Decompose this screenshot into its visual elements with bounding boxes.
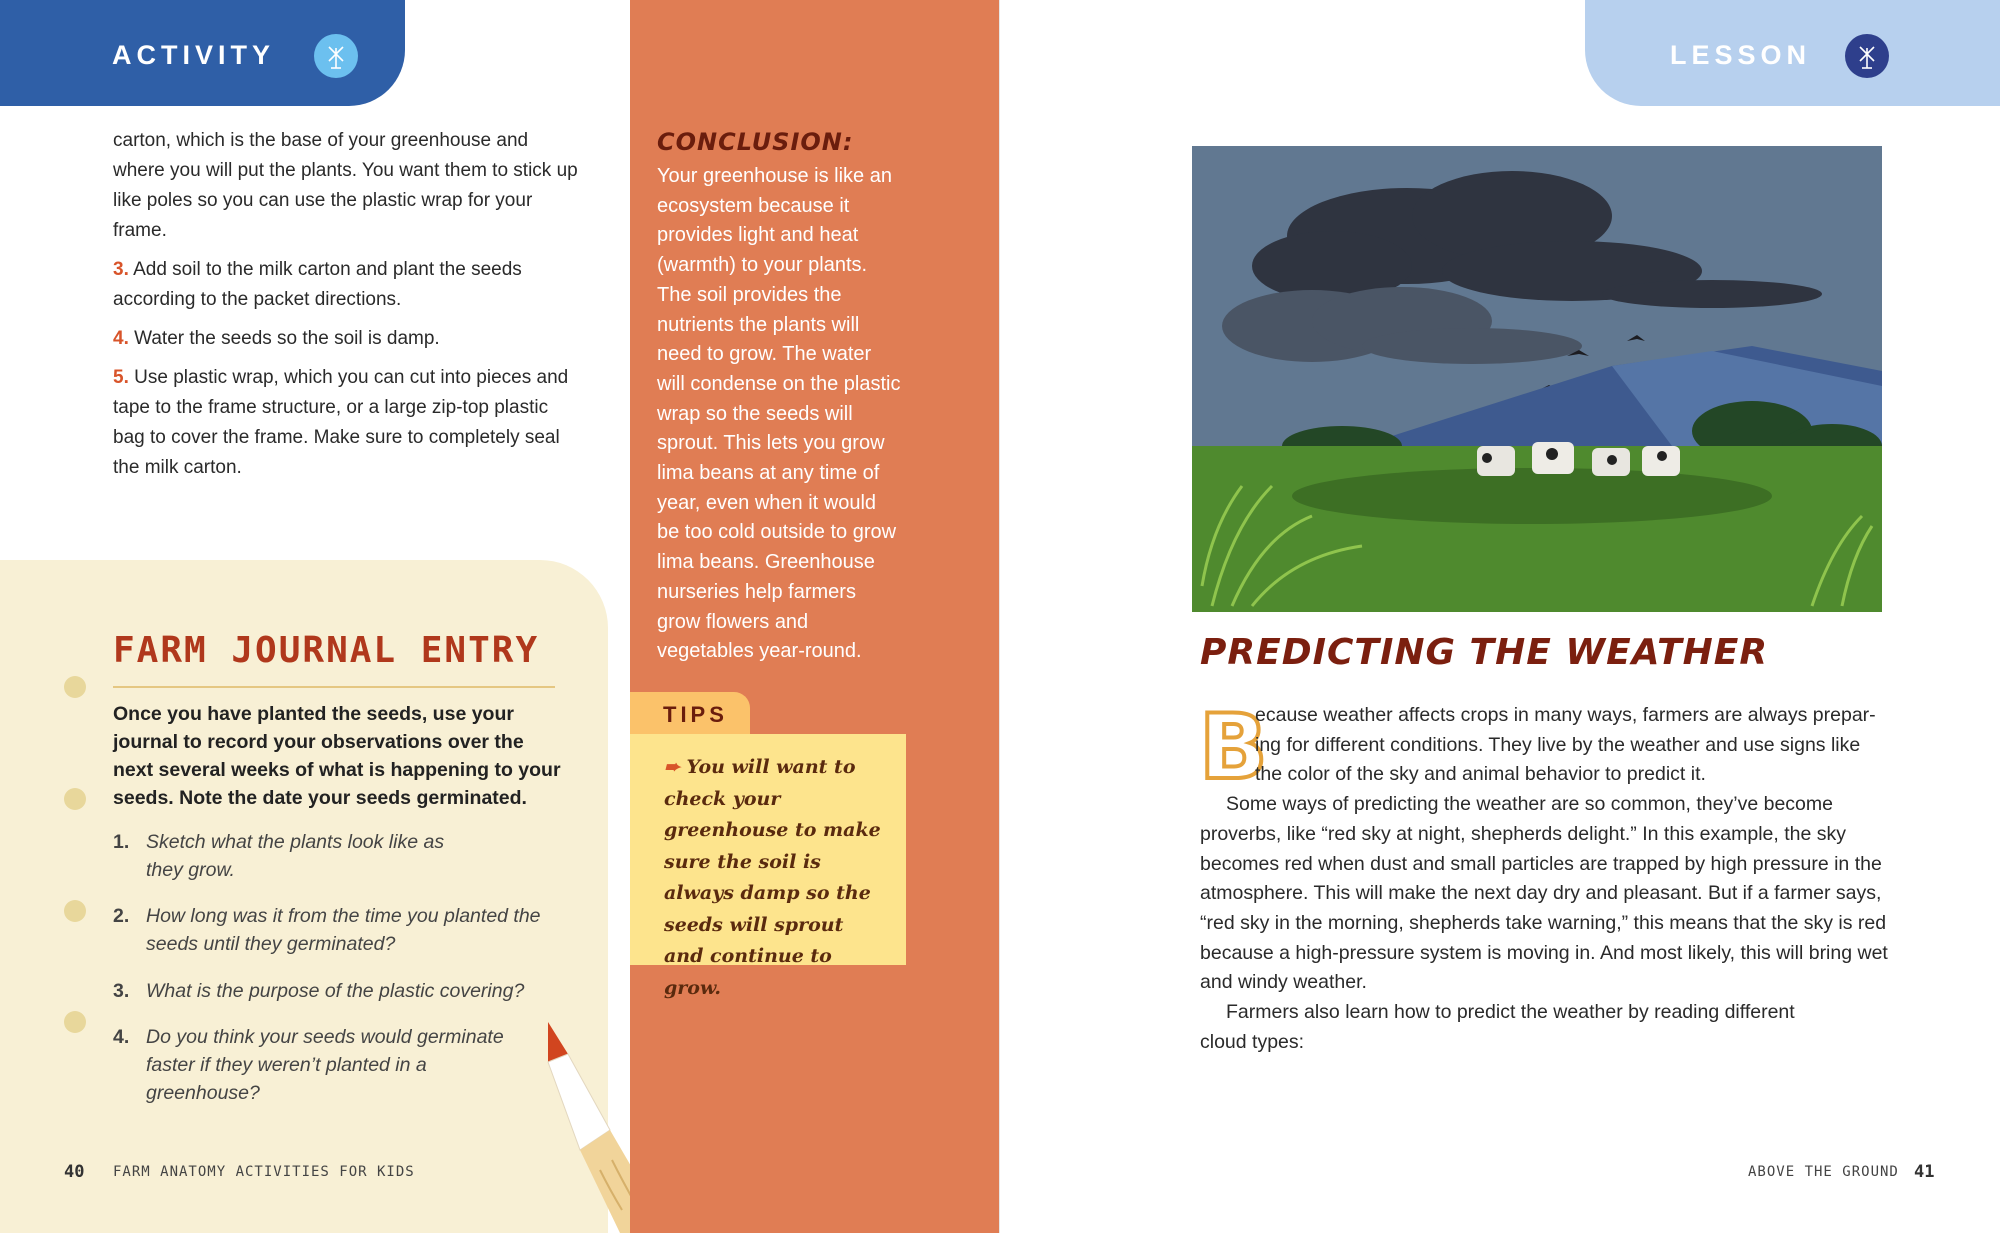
journal-question: 2. How long was it from the time you planted the seeds until they germinated? — [113, 905, 541, 955]
activity-tab — [0, 0, 405, 106]
tips-tab — [630, 692, 750, 736]
lesson-body — [1200, 701, 1890, 1057]
step-item: 4. Water the seeds so the soil is damp. — [113, 328, 440, 349]
journal-question: 1. Sketch what the plants look like as they grow. — [113, 831, 445, 881]
lesson-paragraph: Farmers also learn how to predict the weather by reading different cloud types: — [1200, 1001, 1795, 1053]
svg-text:B: B — [1199, 695, 1268, 800]
lesson-paragraph: ecause weather affects crops in many ways, farmers are always preparing for different conditions. They live by the weather and use signs like the color of the sky and animal behavior to predict it. — [1255, 704, 1876, 786]
windmill-icon — [314, 34, 358, 78]
journal-intro: Once you have planted the seeds, use your journal to record your observations over the next several weeks of what is happening to your seeds. Note the date your seeds germinated. — [113, 703, 561, 809]
journal-question: 3. What is the purpose of the plastic covering? — [113, 980, 525, 1002]
arrow-right-icon: ➨ — [664, 756, 680, 778]
running-title-right: ABOVE THE GROUND — [1748, 1164, 1899, 1180]
step-continuation: carton, which is the base of your greenhouse and where you will put the plants. You want them to stick up like poles so you can use the plastic wrap for your frame. — [113, 130, 578, 241]
journal-question: 4. Do you think your seeds would germinate faster if they weren’t planted in a greenhouse? — [113, 1026, 504, 1104]
activity-steps — [113, 126, 583, 492]
tips-text: ➨ You will want to check your greenhouse to make sure the soil is always damp so the seeds will sprout and continue to grow. — [664, 756, 881, 999]
journal-divider — [113, 686, 555, 688]
step-item: 5. Use plastic wrap, which you can cut into pieces and tape to the frame structure, or a large zip-top plastic bag to cover the frame. Make sure to completely seal the milk carton. — [113, 367, 569, 478]
decorative-dot — [64, 900, 86, 922]
decorative-dot — [64, 1011, 86, 1033]
weather-illustration — [1192, 146, 1882, 612]
decorative-dot — [64, 676, 86, 698]
conclusion-body: Your greenhouse is like an ecosystem because it provides light and heat (warmth) to your plants. The soil provides the nutrients the plants will need to grow. The water will condense on the plastic wrap so the seeds will sprout. This lets you grow lima beans at any time of year, even when it would be too cold outside to grow lima beans. Greenhouse nurseries help farmers grow flowers and vegetables year-round. — [657, 165, 901, 663]
page-number-right: 41 — [1914, 1162, 1935, 1182]
lesson-paragraph: Some ways of predicting the weather are so common, they’ve become proverbs, like “red sky at night, shepherds delight.” In this example, the sky becomes red when dust and small particles are trapped by high pressure in the atmosphere. This will make the next day dry and pleasant. But if a farmer says, “red sky in the morning, shepherds take warning,” this means that the sky is red because a high-pressure system is moving in. And most likely, this will bring wet and windy weather. — [1200, 793, 1888, 994]
step-item: 3. Add soil to the milk carton and plant the seeds according to the packet directions. — [113, 259, 522, 310]
conclusion-title: CONCLUSION: — [657, 128, 854, 156]
activity-tab-label: ACTIVITY — [112, 40, 276, 70]
lesson-tab-label: LESSON — [1670, 40, 1812, 70]
windmill-icon — [1845, 34, 1889, 78]
decorative-dot — [64, 788, 86, 810]
page-number-left: 40 — [64, 1162, 85, 1182]
running-title-left: FARM ANATOMY ACTIVITIES FOR KIDS — [113, 1164, 415, 1180]
lesson-tab — [1585, 0, 2000, 106]
tips-label: TIPS — [663, 702, 728, 727]
journal-title: FARM JOURNAL ENTRY — [113, 630, 540, 671]
lesson-title: PREDICTING THE WEATHER — [1200, 632, 1769, 673]
